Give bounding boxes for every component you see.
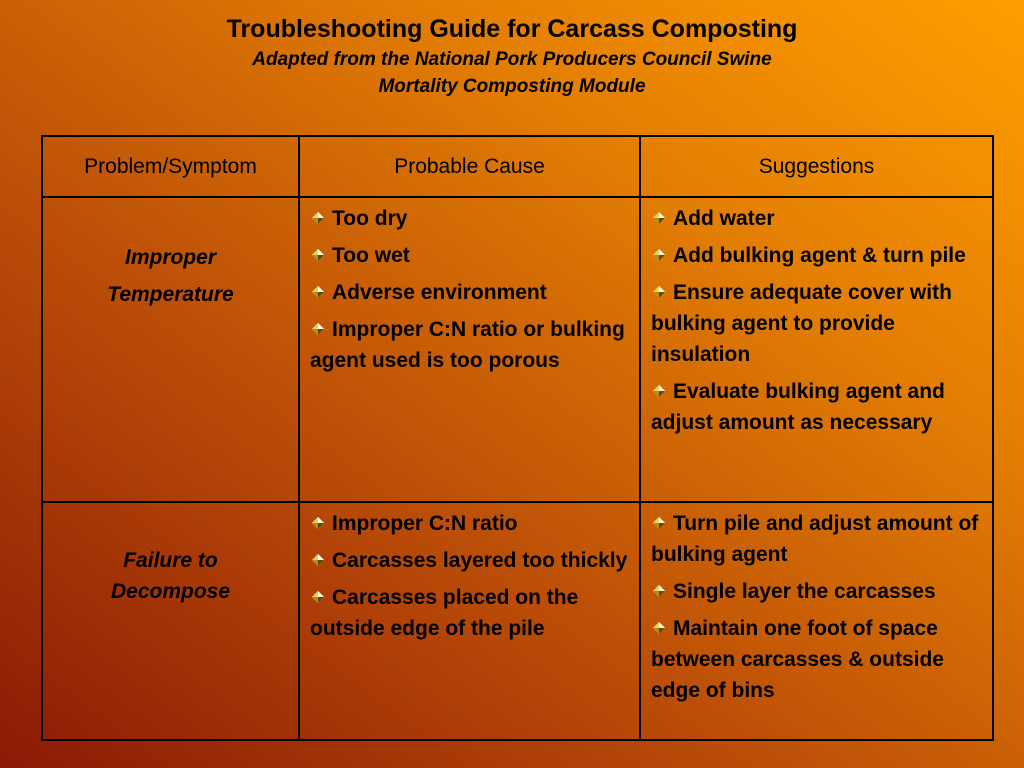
- cause-cell: [299, 197, 640, 502]
- cause-cell: [299, 502, 640, 740]
- list-item: [310, 240, 631, 271]
- diamond-bullet-icon: [312, 323, 324, 335]
- list-item: [651, 376, 984, 438]
- list-item: [651, 240, 984, 271]
- diamond-bullet-icon: [312, 591, 324, 603]
- list-item: [310, 277, 631, 308]
- diamond-bullet-icon: [653, 249, 665, 261]
- problem-cell: [42, 197, 299, 502]
- slide-subtitle: Adapted from the National Pork Producers Council Swine Mortality Composting Module: [252, 49, 772, 97]
- suggestion-text: Maintain one foot of space between carcasses & outside edge of bins: [651, 617, 944, 702]
- header-probable-cause: Probable Cause: [299, 136, 640, 197]
- problem-label-line: Temperature: [107, 283, 234, 306]
- cause-text: Too dry: [332, 207, 408, 230]
- header-problem-symptom: Problem/Symptom: [42, 136, 299, 197]
- suggestion-text: Single layer the carcasses: [673, 580, 936, 603]
- list-item: [310, 582, 631, 644]
- diamond-bullet-icon: [312, 212, 324, 224]
- troubleshooting-table: [41, 135, 994, 741]
- list-item: [310, 508, 631, 539]
- list-item: [651, 277, 984, 370]
- cause-text: Improper C:N ratio: [332, 512, 518, 535]
- list-item: [651, 576, 984, 607]
- diamond-bullet-icon: [312, 286, 324, 298]
- table-row: [42, 197, 993, 502]
- cause-text: Carcasses layered too thickly: [332, 549, 628, 572]
- diamond-bullet-icon: [653, 622, 665, 634]
- list-item: [310, 314, 631, 376]
- list-item: [651, 203, 984, 234]
- diamond-bullet-icon: [653, 286, 665, 298]
- diamond-bullet-icon: [653, 385, 665, 397]
- diamond-bullet-icon: [653, 585, 665, 597]
- cause-text: Adverse environment: [332, 281, 547, 304]
- list-item: [651, 508, 984, 570]
- diamond-bullet-icon: [312, 249, 324, 261]
- cause-text: Carcasses placed on the outside edge of the pile: [310, 586, 579, 640]
- suggestion-text: Add water: [673, 207, 775, 230]
- list-item: [310, 203, 631, 234]
- problem-cell: [42, 502, 299, 740]
- table-header-row: [42, 136, 993, 197]
- diamond-bullet-icon: [653, 517, 665, 529]
- problem-label-line: Decompose: [110, 580, 231, 603]
- cause-text: Too wet: [332, 244, 410, 267]
- suggestion-text: Add bulking agent & turn pile: [673, 244, 966, 267]
- suggestion-text: Ensure adequate cover with bulking agent to provide insulation: [651, 281, 952, 366]
- header-suggestions: Suggestions: [640, 136, 993, 197]
- list-item: [310, 545, 631, 576]
- slide-title: Troubleshooting Guide for Carcass Composting: [226, 15, 798, 43]
- table-row: [42, 502, 993, 740]
- diamond-bullet-icon: [312, 554, 324, 566]
- suggestion-cell: [640, 197, 993, 502]
- problem-label-line: Improper: [124, 246, 216, 269]
- suggestion-cell: [640, 502, 993, 740]
- diamond-bullet-icon: [653, 212, 665, 224]
- list-item: [651, 613, 984, 706]
- diamond-bullet-icon: [312, 517, 324, 529]
- cause-text: Improper C:N ratio or bulking agent used is too porous: [310, 318, 625, 372]
- suggestion-text: Turn pile and adjust amount of bulking agent: [651, 512, 979, 566]
- suggestion-text: Evaluate bulking agent and adjust amount as necessary: [651, 380, 945, 434]
- problem-label-line: Failure to: [123, 549, 218, 572]
